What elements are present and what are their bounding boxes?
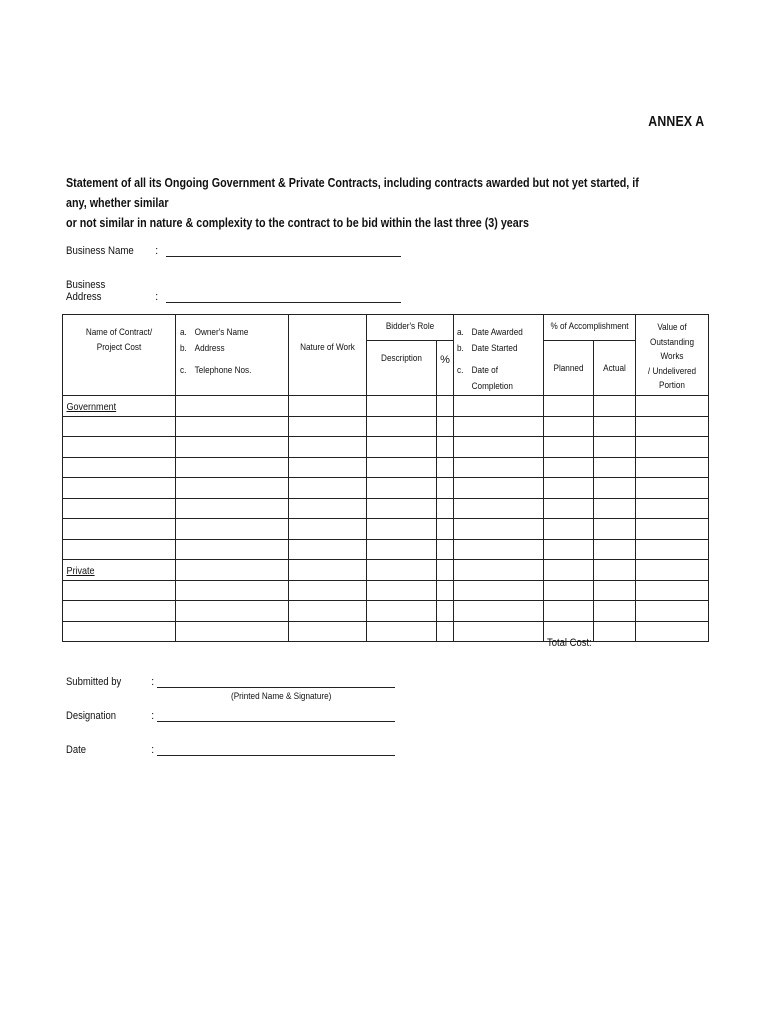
header-accomplishment: % of Accomplishment (544, 315, 636, 341)
date-label: Date (66, 744, 86, 756)
table-row-private-label (63, 560, 709, 581)
table-row (63, 539, 709, 560)
date-colon: : (151, 744, 155, 756)
statement-heading (66, 173, 659, 233)
designation-blank[interactable] (157, 710, 395, 722)
business-name-colon: : (155, 245, 159, 257)
business-address-colon: : (155, 291, 159, 303)
signature-note: (Printed Name & Signature) (231, 691, 332, 702)
header-name-contract (63, 315, 176, 396)
header-value-outstanding (636, 315, 709, 396)
header-nature-of-work: Nature of Work (289, 315, 367, 396)
business-address-label: Business Address (66, 279, 106, 303)
header-value-line-2: Outstanding Works (649, 336, 695, 362)
header-value-line-4: Portion (659, 380, 685, 391)
header-actual: Actual (594, 340, 636, 395)
designation-label: Designation (66, 710, 116, 722)
table-row (63, 519, 709, 540)
header-percent: % (437, 340, 454, 395)
business-address-field[interactable] (66, 279, 401, 303)
government-section-label: Government (63, 396, 176, 417)
submitted-by-colon: : (151, 676, 155, 688)
header-date-item-c: c. Date of Completion (457, 365, 513, 392)
header-value-line-3: / Undelivered (647, 365, 697, 377)
business-address-blank[interactable] (166, 291, 401, 303)
submitted-by-blank[interactable] (157, 676, 395, 688)
header-bidders-role: Bidder's Role (367, 315, 454, 341)
header-dates (454, 315, 544, 396)
designation-colon: : (151, 710, 155, 722)
date-field[interactable] (66, 744, 395, 756)
header-owner-item-a: a. Owner's Name (180, 327, 249, 338)
annex-title: ANNEX A (647, 113, 704, 130)
statement-line-2: or not similar in nature & complexity to the contract to be bid within the last three (3) years (66, 216, 529, 230)
table-row (63, 437, 709, 458)
table-row (63, 457, 709, 478)
designation-field[interactable] (66, 710, 395, 722)
header-owner-item-c: c. Telephone Nos. (180, 365, 252, 376)
header-date-item-b: b. Date Started (457, 343, 518, 354)
statement-line-1: Statement of all its Ongoing Government & Private Contracts, including contracts awarded but not yet started, if any, whether similar (66, 176, 639, 210)
contracts-table (62, 314, 709, 642)
header-owner (176, 315, 289, 396)
table-row-government-label (63, 396, 709, 417)
submitted-by-label: Submitted by (66, 676, 122, 688)
table-header-row (63, 315, 709, 341)
submitted-by-field[interactable] (66, 676, 395, 688)
header-date-item-a: a. Date Awarded (457, 327, 523, 338)
business-name-field[interactable] (66, 245, 401, 257)
header-owner-item-b: b. Address (180, 343, 225, 354)
total-cost-label: Total Cost: (547, 637, 592, 649)
header-planned: Planned (544, 340, 594, 395)
header-name-line-2: Project Cost (96, 342, 142, 353)
table-row (63, 580, 709, 601)
business-name-label: Business Name (66, 245, 134, 257)
table-row (63, 498, 709, 519)
business-name-blank[interactable] (166, 245, 401, 257)
table-row (63, 601, 709, 622)
date-blank[interactable] (157, 744, 395, 756)
table-row (63, 416, 709, 437)
header-name-line-1: Name of Contract/ (85, 327, 153, 338)
header-value-line-1: Value of (657, 322, 687, 333)
table-row (63, 478, 709, 499)
table-row (63, 621, 709, 642)
private-section-label: Private (63, 560, 176, 581)
header-description: Description (367, 340, 437, 395)
